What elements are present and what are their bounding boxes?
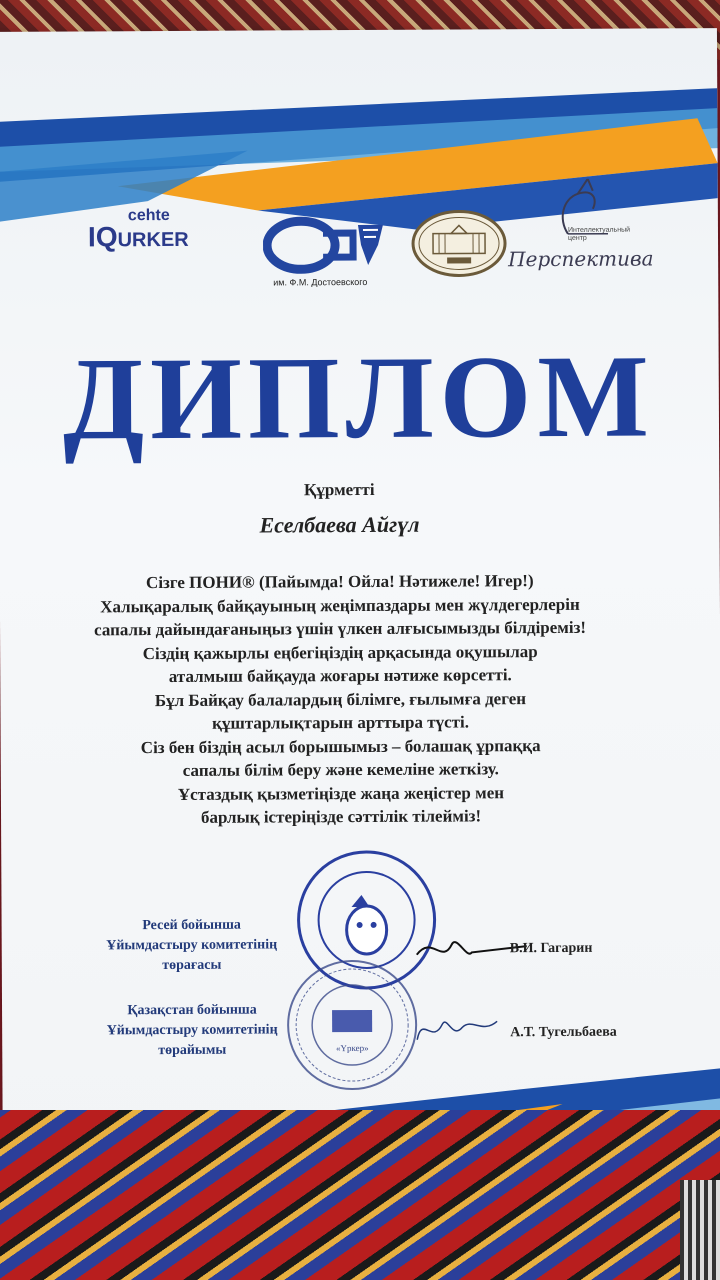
body-line: Ұстаздық қызметіңізде жаңа жеңістер мен (177, 782, 505, 804)
body-line: Халықаралық байқауының жеңімпаздары мен жүлдегерлерін (100, 594, 580, 616)
body-line: аталмыш байқауда жоғары нәтиже көрсетті. (168, 665, 512, 687)
signature-caption: Ұйымдастыру комитетінің (106, 937, 278, 954)
building-emblem-logo (411, 209, 507, 278)
body-line: сапалы білім беру және кемеліне жеткізу. (182, 759, 499, 780)
body-line: Сіздің қажырлы еңбегіңіздің арқасында оқушылар (142, 641, 538, 663)
perspektiva-subtitle: Интеллектуальный центр (567, 226, 631, 242)
signature-caption: Ұйымдастыру комитетінің (106, 1022, 278, 1039)
signature-caption: төрағасы (162, 957, 222, 974)
perspektiva-logo (508, 178, 669, 279)
signature-caption: Ресей бойынша (142, 917, 241, 934)
urker-logo (87, 206, 189, 254)
signature-tugelbaeva (412, 1009, 502, 1049)
body-line: Сізге ПОНИ® (Пайымда! Ойла! Нәтижеле! Игер!) (145, 571, 534, 593)
recipient-name: Еселбаева Айгүл (259, 511, 420, 538)
honorific: Құрметті (303, 479, 375, 500)
body-line: құштарлықтарын арттыра түсті. (212, 712, 470, 733)
signature-caption: Қазақстан бойынша (127, 1002, 257, 1019)
background-textile-bottom (0, 1110, 720, 1280)
signer-name-tugelbaeva: А.Т. Тугельбаева (510, 1024, 617, 1041)
diploma-title: ДИПЛОМ (62, 330, 656, 465)
body-line: сапалы дайындағаныңыз үшін үлкен алғысымызды білдіреміз! (93, 617, 587, 640)
body-line: Бұл Байқау балалардың білімге, ғылымға деген (154, 688, 527, 710)
body-line: Сіз бен біздің асыл борышымыз – болашақ ұрпаққа (140, 735, 541, 757)
body-line: барлық істеріңізде сәттілік тілейміз! (200, 806, 482, 827)
signature-block-russia (82, 915, 302, 976)
urker-logo-iq: IQ (87, 221, 118, 253)
diploma-body (40, 569, 641, 831)
perspektiva-name: Перспектива (508, 246, 654, 272)
omgu-caption: им. Ф.М. Достоевского (273, 276, 368, 288)
signer-name-gagarin: В.И. Гагарин (509, 940, 593, 957)
urker-stamp-inner: «Үркер» (335, 1042, 369, 1054)
diploma-sheet (0, 28, 720, 1207)
urker-logo-text: URKER (117, 228, 189, 252)
omgu-logo (263, 215, 393, 288)
urker-logo-top-text: cehte (127, 206, 170, 225)
partner-logos (78, 168, 679, 291)
signature-caption: төрайымы (158, 1042, 227, 1059)
background-fabric-corner (680, 1180, 720, 1280)
